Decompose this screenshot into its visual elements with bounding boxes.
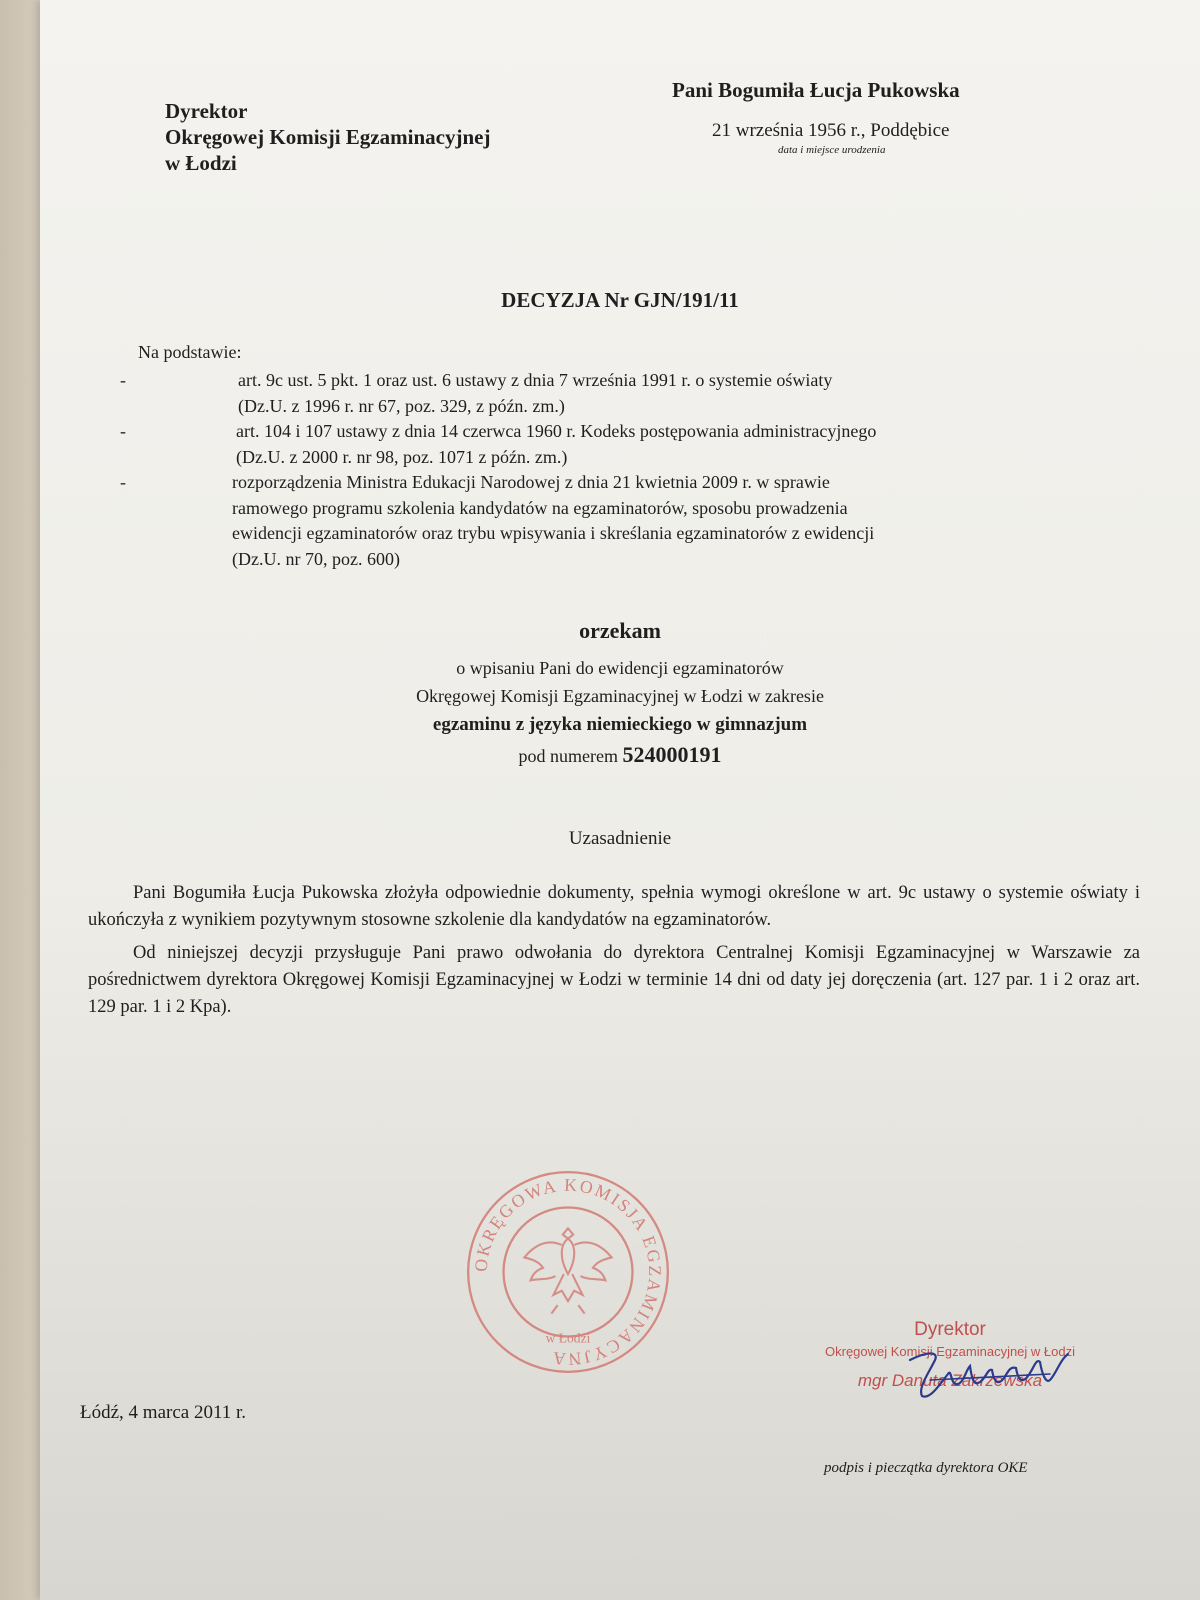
justification-text	[88, 880, 1140, 1021]
list-dash: -	[120, 472, 126, 492]
stamp-ring-text: OKRĘGOWA KOMISJA EGZAMINACYJNA	[470, 1174, 666, 1370]
stamp-bottom-text: w Łodzi	[545, 1330, 591, 1346]
handwritten-signature	[900, 1340, 1080, 1410]
basis-item-line: art. 9c ust. 5 pkt. 1 oraz ust. 6 ustawy z dnia 7 września 1991 r. o systemie oświaty	[238, 370, 833, 390]
recipient-name: Pani Bogumiła Łucja Pukowska	[672, 78, 960, 102]
signature-stamp-name: mgr Danuta Zakrzewska	[857, 1371, 1043, 1390]
birth-caption: data i miejsce urodzenia	[778, 144, 886, 156]
justification-paragraph: Od niniejszej decyzji przysługuje Pani prawo odwołania do dyrektora Centralnej Komisji Egzaminacyjnej w Warszawie za pośrednictwem dyrektora Okręgowej Komisji Egzaminacyjnej w Łodzi w terminie 14 dni od daty jej doręczenia (art. 127 par. 1 i 2 oraz art. 129 par. 1 i 2 Kpa).	[88, 943, 1140, 1017]
basis-item	[120, 368, 1120, 419]
eagle-emblem-icon	[524, 1228, 611, 1313]
official-stamp	[464, 1168, 672, 1376]
basis-item	[120, 470, 1120, 572]
decision-title: DECYZJA Nr GJN/191/11	[501, 288, 739, 312]
justification-paragraph: Pani Bogumiła Łucja Pukowska złożyła odpowiednie dokumenty, spełnia wymogi określone w art. 9c ustawy o systemie oświaty i ukończyła z wynikiem pozytywnym stosowne szkolenie dla kandydatów na egzaminatorów.	[88, 883, 1140, 930]
basis-item-line: art. 104 i 107 ustawy z dnia 14 czerwca 1960 r. Kodeks postępowania administracyjnego	[236, 421, 877, 441]
decision-number-prefix: pod numerem	[518, 746, 623, 766]
list-dash: -	[120, 370, 126, 390]
basis-item-line: (Dz.U. nr 70, poz. 600)	[232, 548, 400, 569]
issuer-line-2: Okręgowej Komisji Egzaminacyjnej	[165, 125, 491, 149]
decision-scope: egzaminu z języka niemieckiego w gimnazjum	[432, 714, 808, 735]
list-dash: -	[120, 421, 126, 441]
basis-item-line: (Dz.U. z 2000 r. nr 98, poz. 1071 z późn. zm.)	[236, 446, 568, 467]
recipient-birth: 21 września 1956 r., Poddębice	[712, 120, 950, 141]
signature-stamp-org: Okręgowej Komisji Egzaminacyjnej w Łodzi	[825, 1344, 1075, 1359]
signature-stamp-title: Dyrektor	[914, 1319, 986, 1340]
examiner-number: 524000191	[622, 742, 722, 767]
basis-item-line: ramowego programu szkolenia kandydatów na egzaminatorów, sposobu prowadzenia	[232, 497, 848, 518]
date-place: Łódź, 4 marca 2011 r.	[80, 1402, 247, 1423]
basis-item-line: (Dz.U. z 1996 r. nr 67, poz. 329, z późn. zm.)	[238, 395, 565, 416]
issuer-line-3: w Łodzi	[165, 151, 237, 175]
signature-caption: podpis i pieczątka dyrektora OKE	[824, 1460, 1028, 1476]
decision-verb: orzekam	[579, 618, 661, 643]
basis-intro: Na podstawie:	[138, 342, 242, 362]
document-page	[40, 0, 1200, 1600]
basis-item	[120, 419, 1120, 470]
justification-heading: Uzasadnienie	[568, 828, 672, 849]
decision-line-2: Okręgowej Komisji Egzaminacyjnej w Łodzi w zakresie	[416, 686, 824, 706]
basis-item-line: rozporządzenia Ministra Edukacji Narodowej z dnia 21 kwietnia 2009 r. w sprawie	[232, 472, 830, 492]
basis-item-line: ewidencji egzaminatorów oraz trybu wpisywania i skreślania egzaminatorów z ewidencji	[232, 523, 875, 543]
legal-basis-list	[120, 368, 1120, 572]
decision-line-1: o wpisaniu Pani do ewidencji egzaminatorów	[456, 658, 784, 678]
issuer-block	[165, 98, 585, 176]
decision-number-line	[40, 742, 1200, 768]
issuer-line-1: Dyrektor	[165, 99, 248, 123]
